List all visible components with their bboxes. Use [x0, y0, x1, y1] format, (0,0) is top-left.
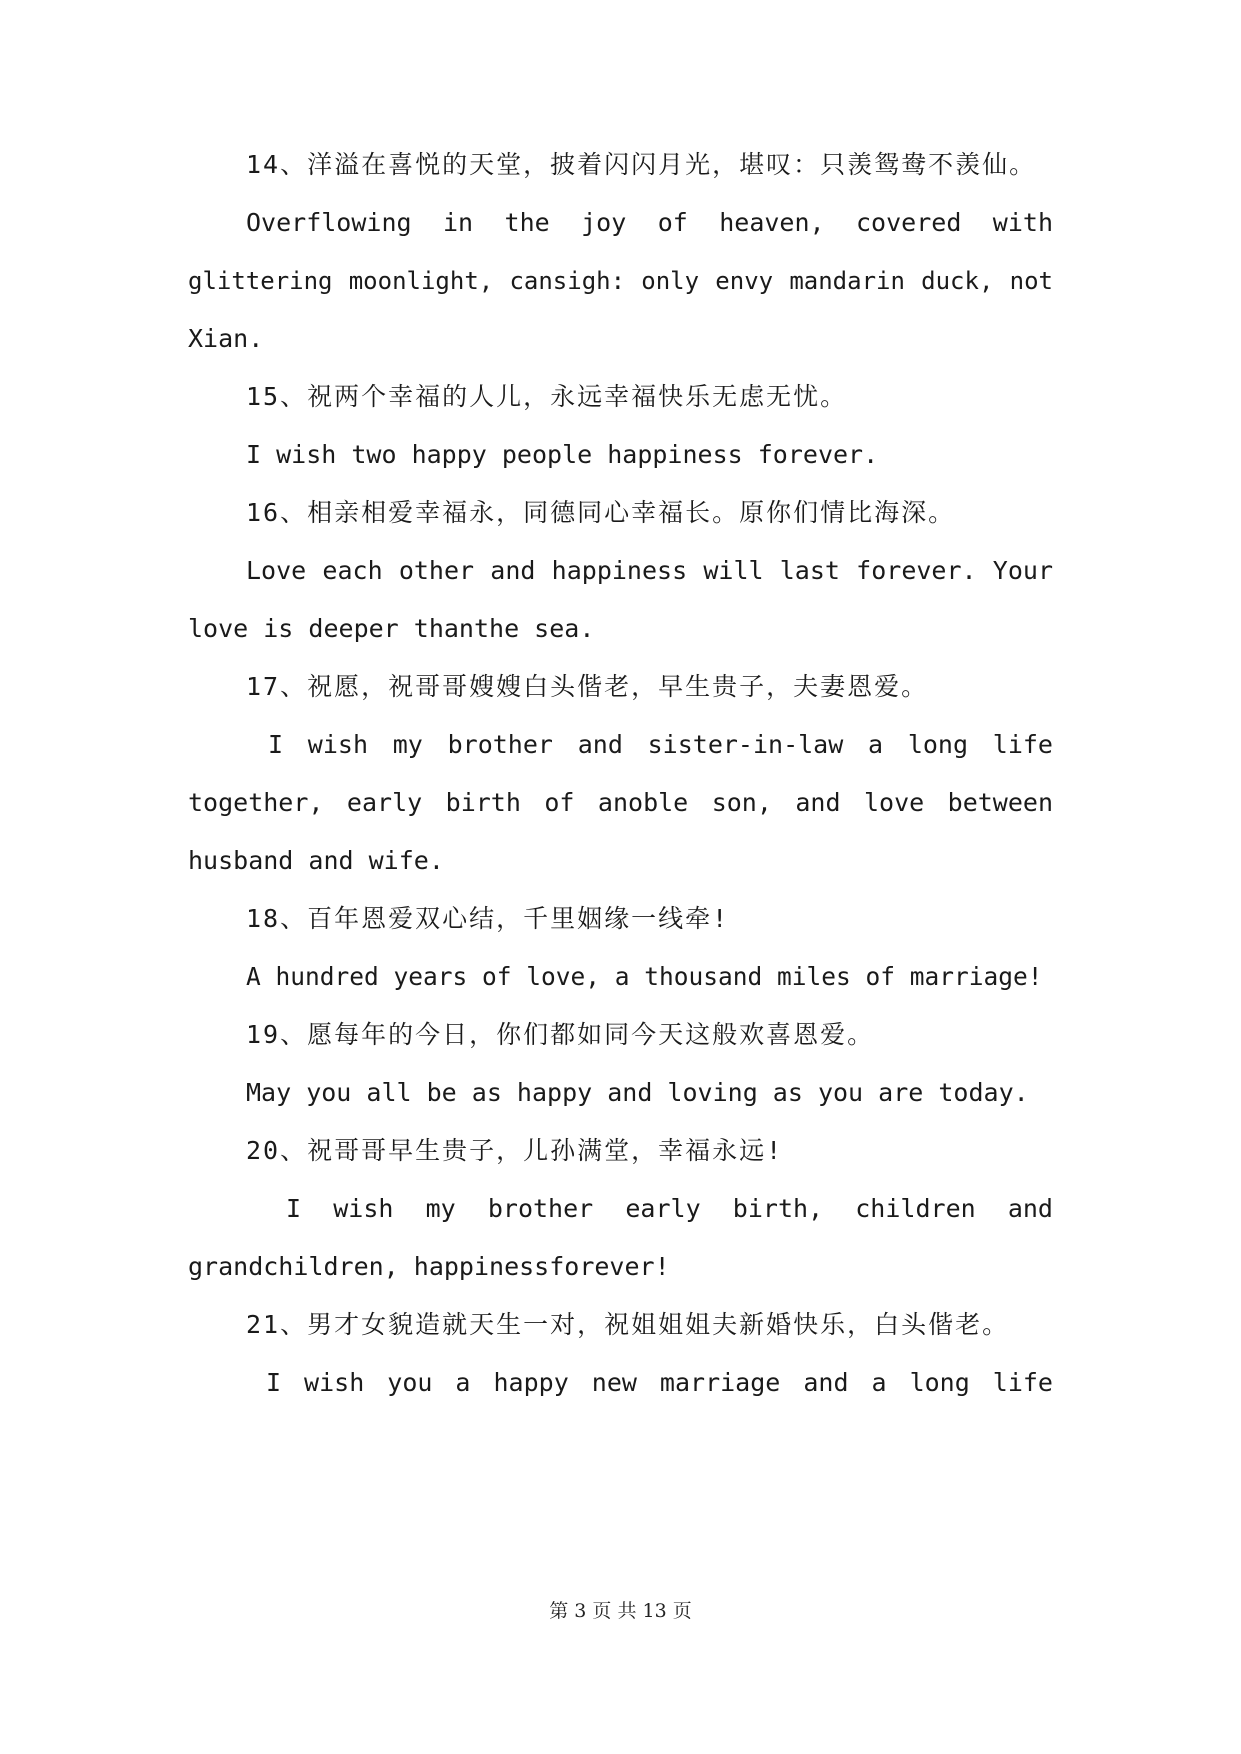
paragraph-line: I wish you a happy new marriage and a long life	[266, 1368, 1053, 1397]
paragraph-line: Xian.	[188, 324, 264, 353]
paragraph-line: I wish my brother and sister-in-law a long life	[268, 730, 1053, 759]
paragraph-line: love is deeper thanthe sea.	[188, 614, 595, 643]
paragraph-line: 14、洋溢在喜悦的天堂，披着闪闪月光，堪叹：只羡鸳鸯不羡仙。	[246, 150, 1037, 179]
paragraph-line: 20、祝哥哥早生贵子，儿孙满堂，幸福永远!	[246, 1136, 784, 1165]
paragraph-line: husband and wife.	[188, 846, 444, 875]
page-footer: 第 3 页 共 13 页	[549, 1600, 692, 1622]
paragraph-line: grandchildren, happinessforever!	[188, 1252, 670, 1281]
paragraph-line: Overflowing in the joy of heaven, covered with	[246, 208, 1053, 237]
paragraph-line: 19、愿每年的今日，你们都如同今天这般欢喜恩爱。	[246, 1020, 875, 1049]
paragraph-line: I wish two happy people happiness forever.	[246, 440, 879, 469]
paragraph-line: 17、祝愿，祝哥哥嫂嫂白头偕老，早生贵子，夫妻恩爱。	[246, 672, 929, 701]
paragraph-line: A hundred years of love, a thousand miles of marriage!	[246, 962, 1043, 991]
paragraph-line: 18、百年恩爱双心结，千里姻缘一线牵!	[246, 904, 730, 933]
paragraph-line: together, early birth of anoble son, and love between	[188, 788, 1053, 817]
paragraph-line: Love each other and happiness will last forever. Your	[246, 556, 1053, 585]
paragraph-line: 21、男才女貌造就天生一对，祝姐姐姐夫新婚快乐，白头偕老。	[246, 1310, 1010, 1339]
paragraph-line: May you all be as happy and loving as you are today.	[246, 1078, 1029, 1107]
paragraph-line: 15、祝两个幸福的人儿，永远幸福快乐无虑无忧。	[246, 382, 848, 411]
paragraph-line: 16、相亲相爱幸福永，同德同心幸福长。原你们情比海深。	[246, 498, 956, 527]
paragraph-line: glittering moonlight, cansigh: only envy mandarin duck, not	[188, 267, 1053, 295]
paragraph-line: I wish my brother early birth, children and	[286, 1194, 1053, 1223]
